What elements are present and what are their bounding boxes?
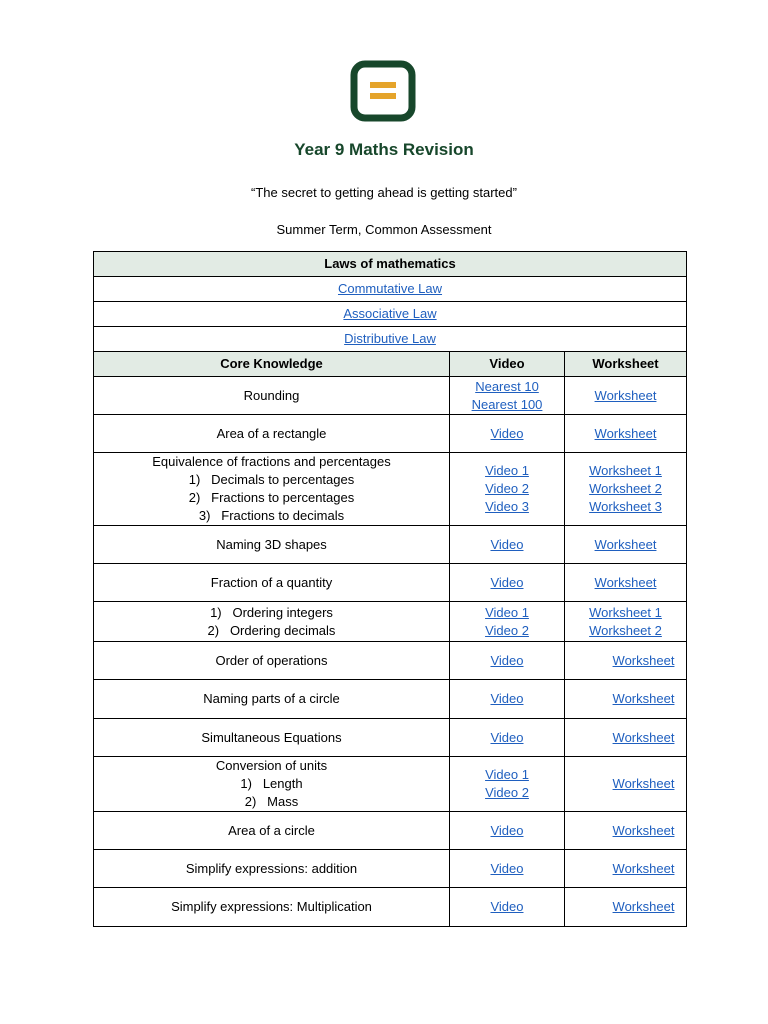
worksheet-link[interactable]: Worksheet 1 — [589, 463, 662, 478]
topic-text: Area of a rectangle — [216, 425, 327, 441]
worksheet-link[interactable]: Worksheet — [594, 387, 657, 403]
worksheet-link[interactable]: Worksheet — [612, 860, 675, 876]
law-row — [94, 327, 687, 352]
topic-text: Area of a circle — [228, 822, 315, 838]
video-link[interactable]: Video — [490, 860, 524, 876]
video-cell — [450, 453, 565, 526]
table-row — [94, 757, 687, 812]
worksheet-cell — [565, 526, 687, 564]
worksheet-link[interactable]: Worksheet — [612, 652, 675, 668]
worksheet-link[interactable]: Worksheet 1 — [589, 604, 662, 620]
topic-cell — [94, 680, 450, 719]
video-link[interactable]: Nearest 100 — [471, 396, 543, 412]
video-cell — [450, 812, 565, 850]
video-cell — [450, 757, 565, 812]
worksheet-link[interactable]: Worksheet 2 — [589, 622, 662, 638]
law-row — [94, 302, 687, 327]
topic-text: 1) Length — [240, 776, 303, 791]
video-link[interactable]: Video 2 — [485, 481, 529, 496]
video-link[interactable]: Video — [490, 652, 524, 668]
video-link[interactable]: Video — [490, 536, 524, 552]
worksheet-cell — [565, 719, 687, 757]
video-cell — [450, 888, 565, 927]
topic-cell — [94, 564, 450, 602]
video-link[interactable]: Video 2 — [485, 622, 529, 638]
table-row — [94, 850, 687, 888]
topic-text: Simplify expressions: Multiplication — [171, 899, 372, 914]
topic-text: Rounding — [243, 387, 300, 403]
worksheet-cell — [565, 377, 687, 415]
video-link[interactable]: Video 1 — [485, 767, 529, 782]
topic-text: Simultaneous Equations — [201, 729, 342, 745]
table-row — [94, 719, 687, 757]
topic-cell — [94, 642, 450, 680]
topic-cell — [94, 719, 450, 757]
topic-text: 1) Decimals to percentages — [188, 472, 355, 487]
worksheet-link[interactable]: Worksheet 3 — [589, 499, 662, 514]
worksheet-cell — [565, 812, 687, 850]
video-cell — [450, 719, 565, 757]
worksheet-link[interactable]: Worksheet — [612, 729, 675, 745]
video-link[interactable]: Video — [490, 574, 524, 590]
table-row — [94, 680, 687, 719]
worksheet-cell — [565, 564, 687, 602]
worksheet-cell — [565, 850, 687, 888]
worksheet-link[interactable]: Worksheet — [612, 822, 675, 838]
topic-cell — [94, 526, 450, 564]
motivational-quote: “The secret to getting ahead is getting started” — [251, 185, 517, 200]
video-cell — [450, 850, 565, 888]
worksheet-cell — [565, 888, 687, 927]
distributive-law-link[interactable]: Distributive Law — [344, 331, 436, 346]
worksheet-link[interactable]: Worksheet — [594, 574, 657, 590]
topic-text: 2) Ordering decimals — [207, 622, 336, 638]
topic-text: Simplify expressions: addition — [185, 860, 358, 876]
topic-cell — [94, 812, 450, 850]
worksheet-link[interactable]: Worksheet — [594, 425, 657, 441]
video-link[interactable]: Video — [490, 691, 524, 706]
topic-cell — [94, 377, 450, 415]
topic-text: 3) Fractions to decimals — [198, 508, 345, 523]
table-row — [94, 812, 687, 850]
revision-table — [93, 251, 687, 927]
commutative-law-link[interactable]: Commutative Law — [337, 281, 443, 296]
worksheet-cell — [565, 757, 687, 812]
topic-text: Order of operations — [215, 652, 328, 668]
video-cell — [450, 642, 565, 680]
video-link[interactable]: Video 3 — [485, 499, 529, 514]
video-cell — [450, 680, 565, 719]
video-link[interactable]: Video 1 — [485, 604, 529, 620]
video-link[interactable]: Video — [490, 822, 524, 838]
column-header-worksheet: Worksheet — [565, 352, 687, 377]
topic-cell — [94, 850, 450, 888]
topic-text: Fraction of a quantity — [210, 574, 333, 590]
video-cell — [450, 602, 565, 642]
table-row — [94, 415, 687, 453]
worksheet-cell — [565, 680, 687, 719]
topic-cell — [94, 757, 450, 812]
video-link[interactable]: Video — [490, 899, 524, 914]
topic-cell — [94, 888, 450, 927]
worksheet-link[interactable]: Worksheet — [612, 776, 675, 791]
table-row — [94, 377, 687, 415]
worksheet-link[interactable]: Worksheet — [594, 536, 657, 552]
page-title: Year 9 Maths Revision — [294, 140, 474, 159]
topic-text: Naming parts of a circle — [203, 691, 340, 706]
worksheet-link[interactable]: Worksheet 2 — [589, 481, 662, 496]
table-row — [94, 564, 687, 602]
video-link[interactable]: Video 2 — [485, 785, 529, 800]
topic-text: 2) Fractions to percentages — [188, 490, 355, 505]
table-row — [94, 642, 687, 680]
worksheet-cell — [565, 415, 687, 453]
video-link[interactable]: Video — [490, 729, 524, 745]
table-row — [94, 453, 687, 526]
school-logo — [350, 60, 416, 122]
worksheet-cell — [565, 602, 687, 642]
table-row — [94, 526, 687, 564]
column-header-core-knowledge: Core Knowledge — [94, 352, 450, 377]
topic-cell — [94, 453, 450, 526]
video-link[interactable]: Video — [490, 425, 524, 441]
associative-law-link[interactable]: Associative Law — [343, 306, 437, 321]
topic-text: Naming 3D shapes — [216, 536, 327, 552]
law-row — [94, 277, 687, 302]
topic-text: Conversion of units — [215, 758, 328, 773]
worksheet-link[interactable]: Worksheet — [612, 899, 675, 914]
topic-text: 2) Mass — [244, 794, 299, 809]
worksheet-cell — [565, 642, 687, 680]
table-row — [94, 602, 687, 642]
topic-text: Equivalence of fractions and percentages — [152, 454, 391, 469]
worksheet-cell — [565, 453, 687, 526]
topic-cell — [94, 602, 450, 642]
assessment-subtitle: Summer Term, Common Assessment — [276, 222, 492, 237]
video-link[interactable]: Nearest 10 — [475, 378, 539, 394]
video-link[interactable]: Video 1 — [485, 463, 529, 478]
video-cell — [450, 564, 565, 602]
video-cell — [450, 377, 565, 415]
topic-cell — [94, 415, 450, 453]
laws-heading: Laws of mathematics — [94, 252, 687, 277]
video-cell — [450, 415, 565, 453]
topic-text: 1) Ordering integers — [210, 604, 333, 620]
table-row — [94, 888, 687, 927]
worksheet-link[interactable]: Worksheet — [612, 691, 675, 706]
column-header-video: Video — [450, 352, 565, 377]
video-cell — [450, 526, 565, 564]
